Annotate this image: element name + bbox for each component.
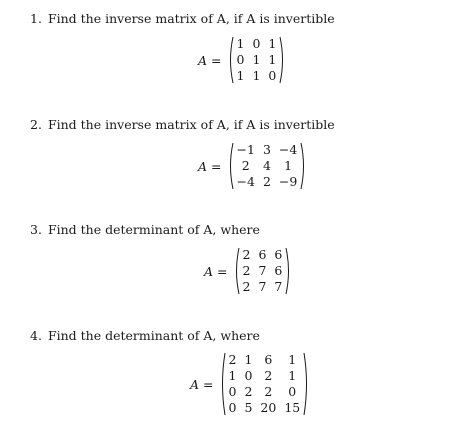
problem-1-number: 1.: [30, 11, 42, 26]
matrix-cell: 1: [252, 68, 261, 83]
matrix-cell: 1: [252, 52, 261, 67]
problem-3-statement: Find the determinant of A, where: [47, 222, 260, 237]
problem-3-lhs: [204, 264, 228, 279]
matrix-cell: 0: [228, 400, 237, 415]
problem-2-equation: [198, 142, 306, 190]
matrix-cell: 2: [228, 352, 237, 367]
matrix-cell: 4: [262, 158, 271, 173]
problem-3-matrix: [240, 248, 286, 294]
problem-2-lhs: [198, 159, 222, 174]
problem-4-lhs-var: A: [190, 376, 200, 392]
problem-1-matrix: [234, 37, 280, 83]
problem-1-text: [30, 12, 335, 26]
problem-1-lhs-eq: =: [211, 52, 222, 68]
matrix-cell: 2: [244, 384, 253, 399]
problem-4-lhs: [190, 377, 214, 392]
problem-2-lhs-var: A: [198, 158, 208, 174]
problem-1-lhs: [198, 53, 222, 68]
matrix-cell: 2: [242, 247, 251, 262]
problem-4-number: 4.: [30, 328, 42, 343]
matrix-cell: 6: [274, 247, 283, 262]
matrix-cell: 1: [228, 368, 237, 383]
matrix-cell: 6: [274, 263, 283, 278]
matrix-cell: 2: [262, 174, 271, 189]
matrix-cell: −9: [278, 174, 298, 189]
matrix-cell: 1: [268, 36, 277, 51]
problem-1-lhs-var: A: [198, 52, 208, 68]
matrix-cell: −4: [278, 142, 298, 157]
matrix-cell: 1: [244, 352, 253, 367]
matrix-cell: 0: [244, 368, 253, 383]
matrix-cell: 15: [284, 400, 301, 415]
matrix-cell: 6: [264, 352, 273, 367]
matrix-cell: 0: [252, 36, 261, 51]
right-paren-icon: [303, 352, 309, 416]
problem-4-equation: [190, 352, 309, 416]
matrix-cell: 7: [274, 279, 283, 294]
matrix-cell: 0: [288, 384, 297, 399]
matrix-cell: 1: [284, 158, 293, 173]
problem-2-text: [30, 118, 335, 132]
matrix-cell: −4: [236, 174, 255, 189]
matrix-cell: 2: [242, 279, 251, 294]
matrix-cell: 1: [236, 68, 245, 83]
matrix-cell: 1: [236, 36, 245, 51]
matrix-cell: 1: [288, 368, 297, 383]
problem-3-text: [30, 223, 260, 237]
problem-3-lhs-eq: =: [217, 263, 228, 279]
problem-2-lhs-eq: =: [211, 158, 222, 174]
problem-2-number: 2.: [30, 117, 42, 132]
matrix-cell: 0: [236, 52, 245, 67]
matrix-cell: 7: [258, 279, 267, 294]
matrix-cell: 0: [228, 384, 237, 399]
problem-4-matrix: [226, 353, 304, 415]
right-paren-icon: [279, 36, 285, 84]
problem-2-matrix: [234, 143, 301, 189]
matrix-cell: 2: [264, 384, 273, 399]
problem-1-equation: [198, 36, 285, 84]
problem-4-statement: Find the determinant of A, where: [47, 328, 260, 343]
matrix-cell: 5: [244, 400, 253, 415]
problem-3-lhs-var: A: [204, 263, 214, 279]
matrix-cell: −1: [236, 142, 255, 157]
problem-4-text: [30, 329, 260, 343]
matrix-cell: 2: [242, 263, 251, 278]
problem-2-statement: Find the inverse matrix of A, if A is invertible: [47, 117, 335, 132]
problem-4-lhs-eq: =: [203, 376, 214, 392]
matrix-cell: 0: [268, 68, 277, 83]
matrix-cell: 2: [241, 158, 250, 173]
matrix-cell: 6: [258, 247, 267, 262]
matrix-cell: 7: [258, 263, 267, 278]
matrix-cell: 1: [288, 352, 297, 367]
right-paren-icon: [300, 142, 306, 190]
right-paren-icon: [285, 247, 291, 295]
problem-3-equation: [204, 247, 291, 295]
matrix-cell: 2: [264, 368, 273, 383]
problem-3-number: 3.: [30, 222, 42, 237]
matrix-cell: 1: [268, 52, 277, 67]
problem-1-statement: Find the inverse matrix of A, if A is invertible: [47, 11, 335, 26]
matrix-cell: 3: [262, 142, 271, 157]
matrix-cell: 20: [260, 400, 277, 415]
